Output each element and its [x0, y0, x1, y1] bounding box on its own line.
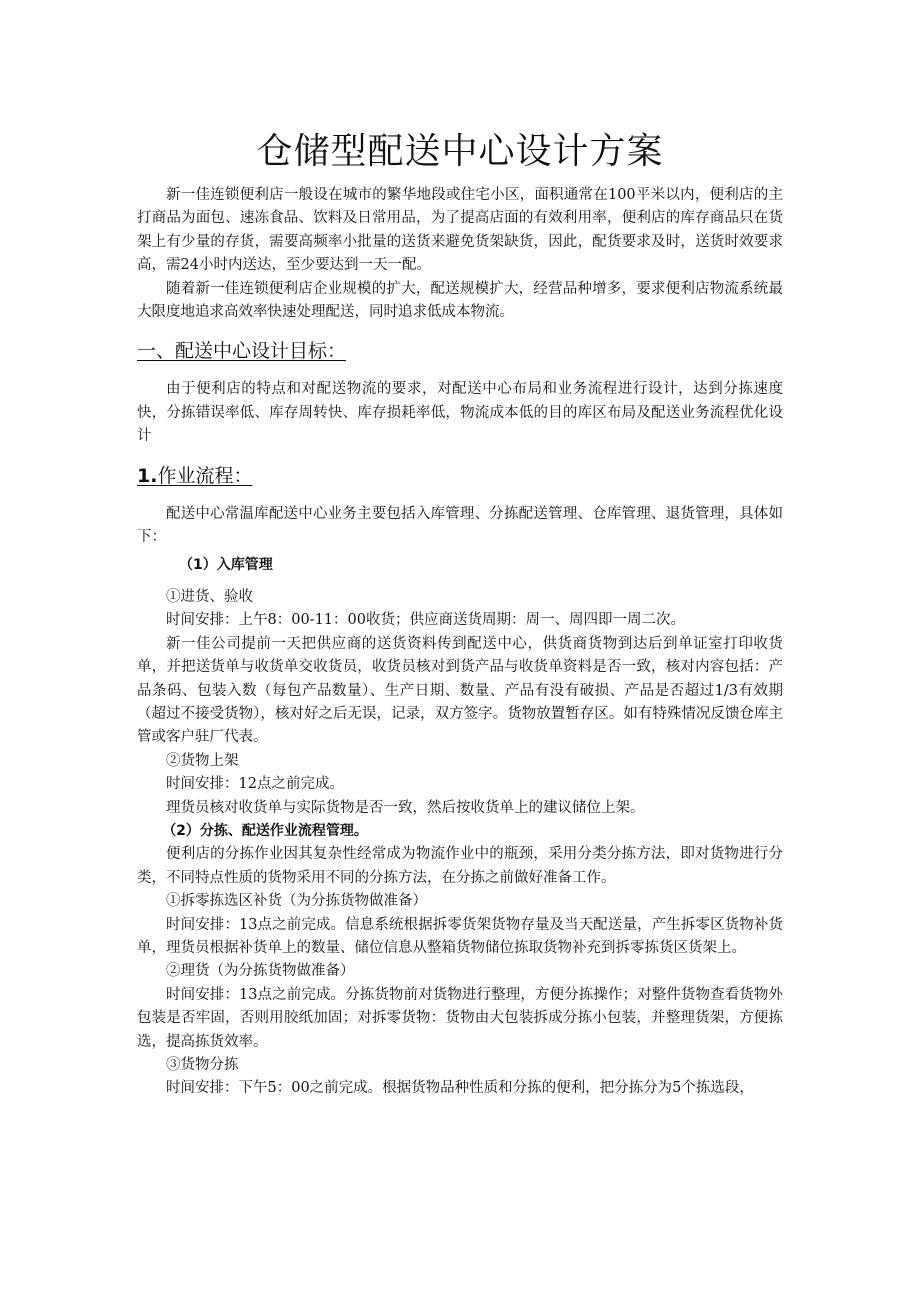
intro-paragraph-1: 新一佳连锁便利店一般设在城市的繁华地段或住宅小区，面积通常在100平米以内，便利店的主打商品为面包、速冻食品、饮料及日常用品，为了提高店面的有效利用率，便利店的库存商品只在货架上有少量的存货，需要高频率小批量的送货来避免货架缺货，因此，配货要求及时，送货时效要求高，需24小时内送达，至少要达到一天一配。: [137, 187, 783, 274]
document-title: 仓储型配送中心设计方案: [256, 131, 664, 172]
item-3-title: ①拆零拣选区补货（为分拣货物做准备）: [166, 893, 427, 910]
subsection-2-description: 便利店的分拣作业因其复杂性经常成为物流作业中的瓶颈，采用分类分拣方法，即对货物进行分类，不同特点性质的货物采用不同的分拣方法，在分拣之前做好准备工作。: [137, 846, 783, 886]
item-1-description: 新一佳公司提前一天把供应商的送货资料传到配送中心，供货商货物到达后到单证室打印收货单，并把送货单与收货单交收货员，收货员核对到货产品与收货单资料是否一致，核对内容包括：产品条码、包装入数（每包产品数量）、生产日期、数量、产品有没有破损、产品是否超过1/3有效期（超过不接受货物），核对好之后无误，记录，双方签字。货物放置暂存区。如有特殊情况反馈仓库主管或客户驻厂代表。: [137, 635, 783, 746]
item-3-description: 时间安排：13点之前完成。信息系统根据拆零货架货物存量及当天配送量，产生拆零区货物补货单，理货员根据补货单上的数量、储位信息从整箱货物储位拣取货物补充到拆零拣货区货架上。: [137, 916, 783, 956]
subsection-2-heading: （2）分拣、配送作业流程管理。: [162, 822, 368, 839]
section-2-intro: 配送中心常温库配送中心业务主要包括入库管理、分拣配送管理、仓库管理、退货管理，具体如下：: [137, 505, 783, 546]
item-2-description: 理货员核对收货单与实际货物是否一致，然后按收货单上的建议储位上架。: [166, 799, 645, 816]
item-5-description: 时间安排：下午5：00之前完成。根据货物品种性质和分拣的便利，把分拣分为5个拣选段，: [166, 1080, 754, 1097]
item-2-time: 时间安排：12点之前完成。: [166, 776, 344, 793]
document-content: [137, 128, 783, 1101]
item-4-title: ②理货（为分拣货物做准备）: [166, 963, 355, 980]
intro-paragraph-2: 随着新一佳连锁便利店企业规模的扩大，配送规模扩大，经营品种增多，要求便利店物流系统最大限度地追求高效率快速处理配送，同时追求低成本物流。: [137, 280, 783, 321]
section-1-heading: 一、配送中心设计目标：: [137, 340, 347, 363]
item-1-time: 时间安排：上午8：00-11：00收货；供应商送货周期：周一、周四即一周二次。: [166, 612, 685, 629]
section-2-heading-text: 作业流程：: [157, 464, 253, 487]
item-5-title: ③货物分拣: [166, 1057, 239, 1073]
section-2-heading: [137, 463, 783, 489]
section-2-heading-number: 1.: [137, 464, 158, 487]
subsection-1-heading: （1）入库管理: [179, 557, 273, 574]
item-2-title: ②货物上架: [166, 752, 239, 769]
item-4-description: 时间安排：13点之前完成。分拣货物前对货物进行整理，方便分拣操作；对整件货物查看货物外包装是否牢固，否则用胶纸加固；对拆零货物：货物由大包装拆成分拣小包装，并整理货架，方便拣选，提高拣货效率。: [137, 986, 783, 1050]
section-1-text: 由于便利店的特点和对配送物流的要求，对配送中心布局和业务流程进行设计，达到分拣速度快，分拣错误率低、库存周转快、库存损耗率低，物流成本低的目的库区布局及配送业务流程优化设计: [137, 381, 783, 445]
item-1-title: ①进货、验收: [166, 588, 253, 605]
